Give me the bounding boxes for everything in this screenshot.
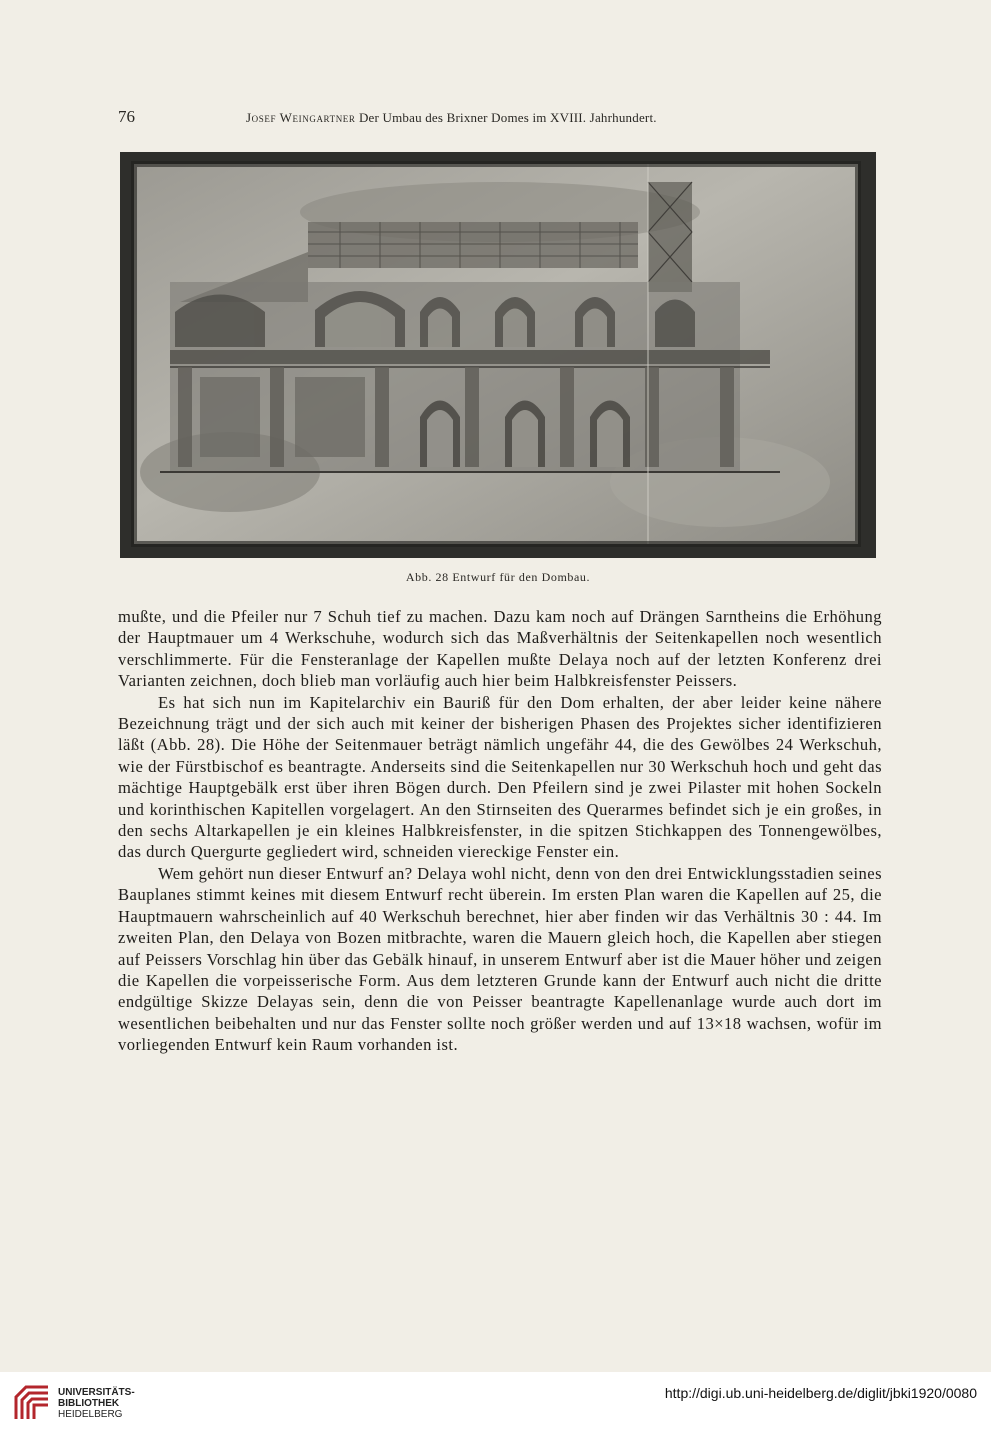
body-text — [118, 606, 882, 1056]
library-logo-icon — [12, 1383, 52, 1423]
paragraph: Wem gehört nun dieser Entwurf an? Delaya wohl nicht, denn von den drei Entwicklungsstadien seines Bauplanes stimmt keines mit diesem Entwurf recht überein. Im ersten Plan waren die Kapellen auf 25, die Hauptmauern wahrscheinlich auf 40 Werkschuh berechnet, hier aber finden wir das Verhältnis 30 : 44. Im zweiten Plan, den Delaya von Bozen mitbrachte, waren die Mauern gleich hoch, die Kapellen aber stiegen auf Peissers Vorschlag hin über das Gebälk hinauf, in unserem Entwurf aber ist die Mauer höher und zeigen die Kapellen die vorpeisserische Form. Aus dem letzteren Grunde kann der Entwurf auch nicht die dritte endgültige Skizze Delayas sein, denn die von Peisser beantragte Kapellenanlage wurde auch dort im wesentlichen beibehalten und nur das Fenster sollte noch größer werden und auf 13×18 wachsen, wofür im vorliegenden Entwurf kein Raum vorhanden ist. — [118, 863, 882, 1055]
figure-architectural-drawing — [120, 152, 876, 558]
library-name — [58, 1387, 135, 1420]
figure-caption: Abb. 28 Entwurf für den Dombau. — [405, 570, 591, 584]
page-number: 76 — [118, 107, 135, 126]
library-name-line1: UNIVERSITÄTS- — [58, 1387, 135, 1398]
library-name-line3: HEIDELBERG — [58, 1409, 123, 1420]
running-head — [118, 107, 878, 129]
library-name-line2: BIBLIOTHEK — [58, 1398, 120, 1409]
drawing-illustration — [120, 152, 876, 558]
footer-bar — [0, 1372, 991, 1443]
source-url-link[interactable]: http://digi.ub.uni-heidelberg.de/diglit/jbki1920/0080 — [664, 1385, 977, 1401]
paragraph: mußte, und die Pfeiler nur 7 Schuh tief zu machen. Dazu kam noch auf Drängen Sarntheins die Erhöhung der Hauptmauer um 4 Werkschuhe, wodurch sich das Maßverhältnis der Seitenkapellen noch wesentlich verschlimmerte. Für die Fensteranlage der Kapellen mußte Delaya noch auf der letzten Konferenz drei Varianten zeichnen, doch blieb man vorläufig auch hier beim Halbkreisfenster Peissers. — [118, 607, 882, 691]
header-text — [246, 110, 657, 126]
paragraph: Es hat sich nun im Kapitelarchiv ein Bauriß für den Dom erhalten, der aber leider keine nähere Bezeichnung trägt und der sich auch mit keiner der bisherigen Phasen des Projektes sicher identifizieren läßt (Abb. 28). Die Höhe der Seitenmauer beträgt nämlich ungefähr 44, die des Gewölbes 24 Werkschuh, wie der Fürstbischof es beantragte. Anderseits sind die Seitenkapellen nur 30 Werkschuh hoch und geht das mächtige Hauptgebälk erst über ihren Bögen durch. Den Pfeilern sind je zwei Pilaster mit hohen Sockeln und korinthischen Kapitellen vorgelagert. An den Stirnseiten des Querarmes befindet sich je ein großes, in den sechs Altarkapellen je ein kleines Halbkreisfenster, in die spitzen Stichkappen des Tonnengewölbes, das durch Quergurte gegliedert wird, schneiden viereckige Fenster ein. — [118, 692, 882, 862]
header-author: Josef Weingartner — [246, 110, 356, 125]
header-title: Der Umbau des Brixner Domes im XVIII. Jahrhundert. — [358, 110, 657, 125]
